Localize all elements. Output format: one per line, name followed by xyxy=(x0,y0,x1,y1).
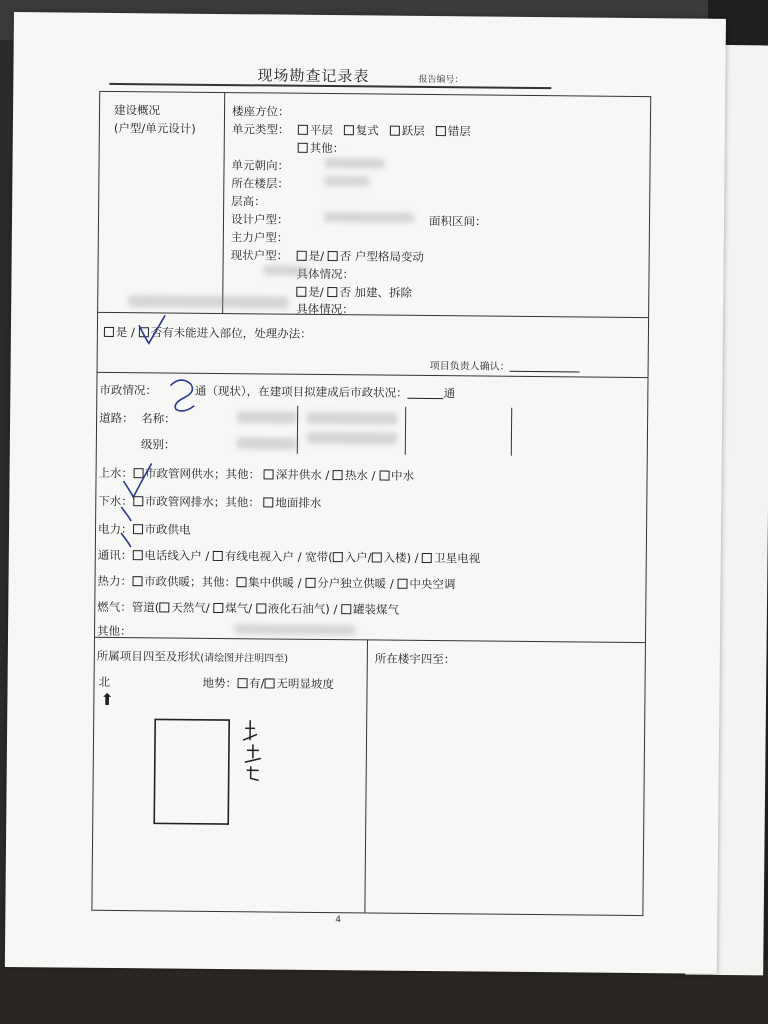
map-heading-text: 所属项目四至及形状 xyxy=(96,648,201,664)
power-label: 电力： xyxy=(97,521,133,537)
option-flat: 平层 xyxy=(309,122,333,138)
layout-change-label: 户型格局变动 xyxy=(354,249,424,264)
no-label: 否 xyxy=(339,249,352,264)
extension-label: 加建、拆除 xyxy=(354,285,413,300)
handwritten-road-label xyxy=(243,720,262,780)
road-name-label: 名称： xyxy=(141,411,176,426)
report-number-label: 报告编号： xyxy=(418,74,464,86)
broadband-option: 宽带( xyxy=(305,549,333,565)
main-type-label: 主力户型： xyxy=(230,230,289,245)
coal-gas-option: 煤气/ xyxy=(225,601,253,616)
individual-heating-option: 分户独立供暖 / xyxy=(317,575,394,591)
survey-form-sheet xyxy=(5,12,726,974)
yes-label: 是/ xyxy=(308,248,325,263)
floor-label: 所在楼层： xyxy=(231,176,289,191)
central-heating-option: 集中供暖 / xyxy=(247,575,302,590)
broadband-building-option: 入楼) / xyxy=(383,550,419,565)
terrain-flat-option: 无明显坡度 xyxy=(276,676,335,692)
access-yes-label: 是 / xyxy=(115,324,136,340)
natural-gas-option: 天然气/ xyxy=(171,600,210,615)
map-heading-note: (请绘图并注明四至) xyxy=(200,652,289,665)
lpg-option: 液化石油气) / xyxy=(267,601,338,617)
confirm-label: 项目负责人确认： xyxy=(429,361,510,373)
water-supply-label: 上水： xyxy=(98,465,134,481)
road-label: 道路： xyxy=(99,410,134,426)
broadband-home-option: 入户/ xyxy=(344,550,372,565)
cable-tv-option: 有线电视入户 / xyxy=(224,549,302,564)
north-arrow-icon: ⬆ xyxy=(100,689,114,709)
page-number: 4 xyxy=(335,915,342,926)
other-label: 其他： xyxy=(96,623,132,639)
terrain-slope-option: 有/ xyxy=(248,676,265,691)
municipal-status-end: 通 xyxy=(443,386,456,401)
design-type-label: 设计户型： xyxy=(230,212,289,227)
reclaimed-water-option: 中水 xyxy=(391,468,415,483)
unit-type-other-label: 其他： xyxy=(309,140,345,156)
hot-water-option: 热水 / xyxy=(344,468,376,483)
building-position-label: 楼座方位： xyxy=(231,104,290,119)
height-label: 层高： xyxy=(231,194,266,209)
site-sketch-rectangle xyxy=(154,719,229,824)
gas-pipe-label: 管道( xyxy=(131,600,160,615)
phone-line-option: 电话线入户 / xyxy=(144,548,210,563)
north-label: 北 xyxy=(98,674,111,689)
detail-label-2: 具体情况： xyxy=(296,301,354,317)
municipal-status-label: 市政情况： xyxy=(99,382,157,398)
surface-drainage-option: 地面排水 xyxy=(275,495,322,510)
satellite-tv-option: 卫星电视 xyxy=(434,551,481,566)
drainage-option: 市政管网排水；其他： xyxy=(144,494,260,510)
gas-label: 燃气： xyxy=(97,599,132,615)
current-type-label: 现状户型： xyxy=(230,248,289,263)
road-grade-label: 级别： xyxy=(140,437,176,452)
checkmark-drainage xyxy=(121,507,131,521)
telecom-label: 通讯： xyxy=(97,547,133,563)
municipal-status-mid: 通（现状），在建项目拟建成后市政状况： xyxy=(194,383,408,400)
orientation-label: 单元朝向： xyxy=(231,158,290,173)
handwritten-number xyxy=(170,380,194,411)
power-option: 市政供电 xyxy=(144,522,191,537)
central-ac-option: 中央空调 xyxy=(409,576,456,592)
municipal-heating-option: 市政供暖；其他： xyxy=(143,574,237,590)
option-loft: 跃层 xyxy=(401,123,425,138)
water-supply-option: 市政管网供水；其他： xyxy=(145,466,261,482)
option-duplex: 复式 xyxy=(355,123,379,138)
yes-label: 是/ xyxy=(308,284,324,299)
heating-label: 热力： xyxy=(97,573,133,589)
detail-label-1: 具体情况： xyxy=(296,266,355,282)
unit-type-label: 单元类型： xyxy=(231,122,290,137)
deep-well-option: 深井供水 / xyxy=(275,467,330,483)
checkmark-water xyxy=(123,463,151,497)
page-title: 现场勘查记录表 xyxy=(257,66,370,86)
construction-subheading: (户型/单元设计) xyxy=(113,120,196,136)
access-no-label: 否有未能进入部位，处理办法： xyxy=(150,325,312,341)
option-split-level: 错层 xyxy=(447,124,471,139)
construction-heading: 建设概况 xyxy=(113,102,161,118)
no-label: 否 xyxy=(339,285,351,300)
area-range-label: 面积区间： xyxy=(428,213,487,229)
canned-gas-option: 罐装煤气 xyxy=(352,602,400,617)
handwriting-overlay xyxy=(5,12,726,974)
building-bounds-heading: 所在楼宇四至： xyxy=(374,651,456,667)
checkmark-power xyxy=(121,533,131,547)
checkmark-access xyxy=(139,315,165,343)
drainage-label: 下水： xyxy=(98,493,133,509)
terrain-label: 地势： xyxy=(202,675,238,691)
